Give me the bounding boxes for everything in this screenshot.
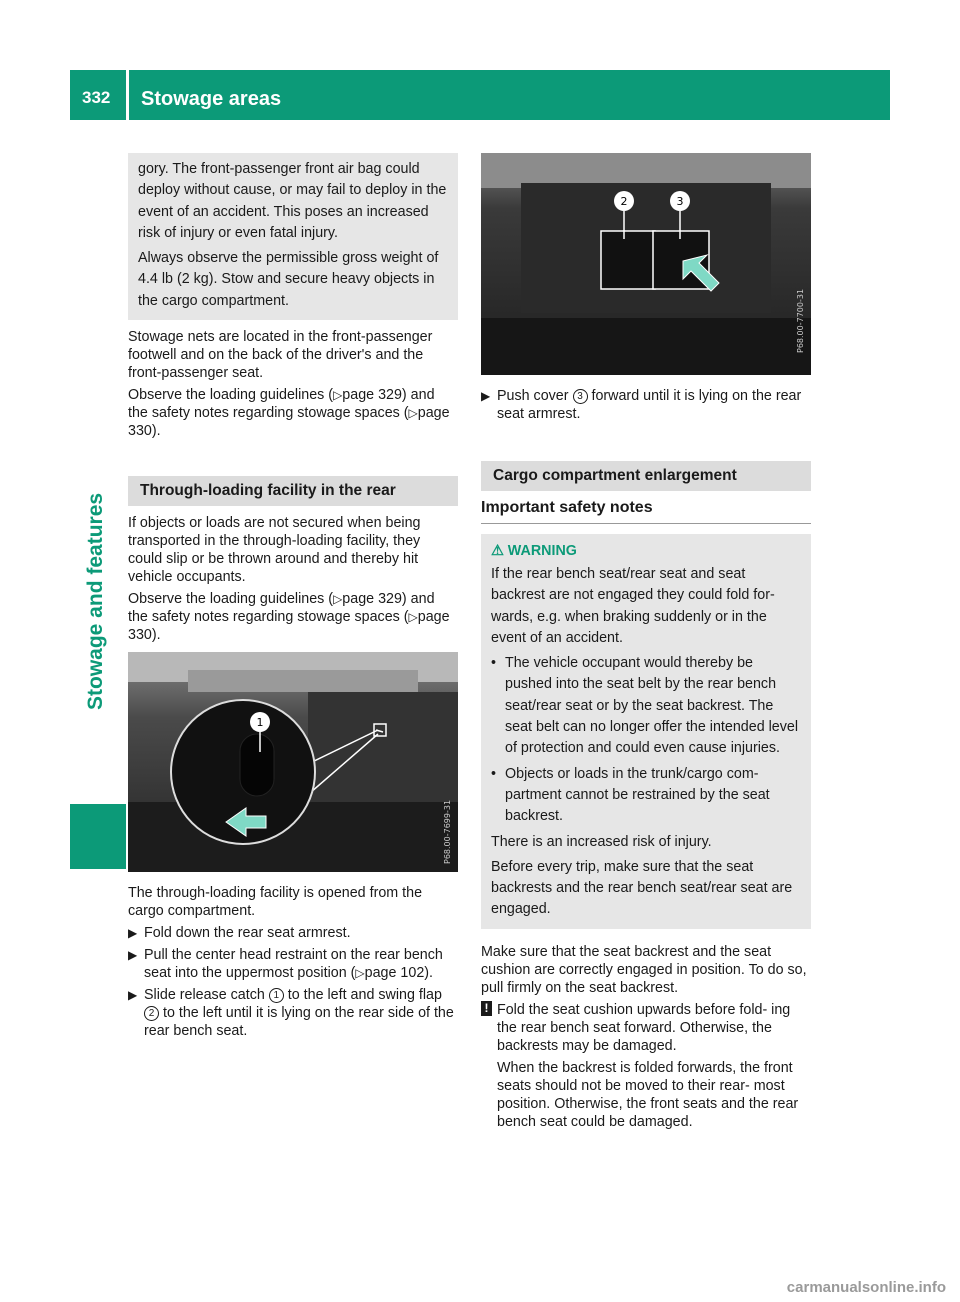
through-loading-open-text: The through-loading facility is opened from the cargo compartment.	[128, 885, 423, 920]
page-link[interactable]: page 330).	[128, 609, 450, 644]
callout-2: 2	[620, 195, 628, 208]
image-code: P68.00-7700-31	[796, 288, 805, 353]
footer-watermark: carmanualsonline.info	[786, 1279, 946, 1296]
left-column	[128, 153, 458, 1044]
callout-1: 1	[256, 716, 264, 730]
step-arrow-icon: ▶	[481, 389, 491, 403]
loading-guidelines-ref: Observe the loading guidelines (▷page 329) and the safety notes regarding stowage spaces (▷page 330).	[128, 387, 450, 440]
warning-text-3: Before every trip, make sure that the seat backrests and the rear bench seat/rear seat are engaged.	[491, 858, 793, 918]
side-tab-label: Stowage and features	[84, 492, 107, 710]
page-link[interactable]: page 330).	[128, 405, 450, 440]
image-code: P68.00-7699-31	[443, 800, 452, 865]
callout-1-icon: 1	[269, 988, 284, 1003]
page-ref-icon: ▷	[355, 966, 365, 981]
page-ref-icon: ▷	[333, 388, 343, 403]
warning-bullet-1: • The vehicle occupant would thereby be pushed into the seat belt by the rear bench seat/rear seat or by the seat backrest. The seat belt can no longer offer the intended level of protection and could even cause injuries.	[491, 655, 799, 757]
page-ref-icon: ▷	[408, 610, 418, 625]
stowage-nets-text: Stowage nets are located in the front-passenger footwell and on the back of the driver's and the front-passenger seat.	[128, 329, 433, 382]
backrest-engage-text: Make sure that the seat backrest and the seat cushion are correctly engaged in position. To do so, pull firmly on the seat backrest.	[481, 943, 807, 996]
subhead-safety-notes: Important safety notes	[481, 499, 811, 524]
page-header	[70, 70, 890, 120]
step-arrow-icon: ▶	[128, 926, 138, 941]
step-release-catch: ▶ Slide release catch 1 to the left and swing flap 2 to the left until it is lying on the rear side of the rear bench seat.	[128, 987, 454, 1040]
page-number: 332	[82, 88, 111, 107]
page-link[interactable]: page 329) and the safety notes regarding stowage spaces (	[128, 387, 435, 422]
weight-limit-text: Always observe the permissible gross weight of 4.4 lb (2 kg). Stow and secure heavy objects in the cargo compartment.	[138, 250, 439, 309]
warning-triangle-icon: ⚠	[491, 543, 508, 559]
page-title: Stowage areas	[141, 88, 282, 110]
section-cargo-enlargement: Cargo compartment enlargement	[481, 461, 811, 491]
warning-continued-text: gory. The front-passenger front air bag could deploy without cause, or may fail to deploy in the event of an accident. This poses an increased risk of injury or even fatal injury.	[138, 161, 447, 241]
continued-warning-box	[128, 153, 458, 320]
damage-note	[481, 1001, 811, 1131]
step-fold-armrest: ▶ Fold down the rear seat armrest.	[128, 925, 351, 942]
step-push-cover: ▶ Push cover 3 forward until it is lying on the rear seat armrest.	[481, 388, 802, 422]
step-arrow-icon: ▶	[128, 948, 138, 963]
loading-guidelines-ref: Observe the loading guidelines (▷page 329) and the safety notes regarding stowage spaces (▷page 330).	[128, 591, 450, 644]
side-tab	[70, 120, 126, 1250]
through-loading-illustration	[128, 652, 458, 872]
bullet-icon: •	[491, 765, 497, 782]
page-ref-icon: ▷	[333, 592, 343, 607]
warning-text-1: If the rear bench seat/rear seat and seat backrest are not engaged they could fold for- wards, e.g. when braking suddenly or in the event of an accident.	[491, 566, 775, 646]
note-text-1: Fold the seat cushion upwards before fold- ing the rear bench seat forward. Otherwise, the backrests may be damaged.	[497, 1001, 791, 1054]
warning-text-2: There is an increased risk of injury.	[491, 833, 712, 850]
through-loading-text: If objects or loads are not secured when being transported in the through-loading facility, they could slip or be thrown around and thereby hit vehicle occupants.	[128, 515, 421, 586]
header-divider	[126, 70, 129, 120]
callout-3-icon: 3	[573, 389, 588, 404]
page-ref-icon: ▷	[408, 406, 418, 421]
note-text-2: When the backrest is folded forwards, the front seats should not be moved to their rear- most position. Otherwise, the front seats and the rear bench seat could be damaged.	[497, 1059, 799, 1130]
callout-2-icon: 2	[144, 1006, 159, 1021]
cargo-cover-illustration	[481, 153, 811, 375]
callout-3: 3	[676, 195, 684, 208]
section-through-loading: Through-loading facility in the rear	[128, 476, 458, 506]
step-arrow-icon: ▶	[128, 988, 138, 1003]
bullet-icon: •	[491, 655, 497, 672]
page-link[interactable]: page 102).	[364, 965, 434, 982]
cargo-cover-photo	[481, 153, 811, 375]
step-head-restraint: ▶ Pull the center head restraint on the rear bench seat into the uppermost position (▷page 102).	[128, 947, 443, 982]
warning-heading: ⚠ WARNING	[491, 543, 577, 559]
side-tab-marker	[70, 804, 126, 869]
through-loading-photo	[128, 652, 458, 872]
right-column	[481, 153, 811, 1135]
exclamation-icon: !	[481, 1001, 492, 1016]
page-link[interactable]: page 329) and the safety notes regarding stowage spaces (	[128, 591, 435, 626]
warning-box	[481, 534, 811, 929]
warning-bullet-2: • Objects or loads in the trunk/cargo com- partment cannot be restrained by the seat backrest.	[491, 765, 770, 825]
